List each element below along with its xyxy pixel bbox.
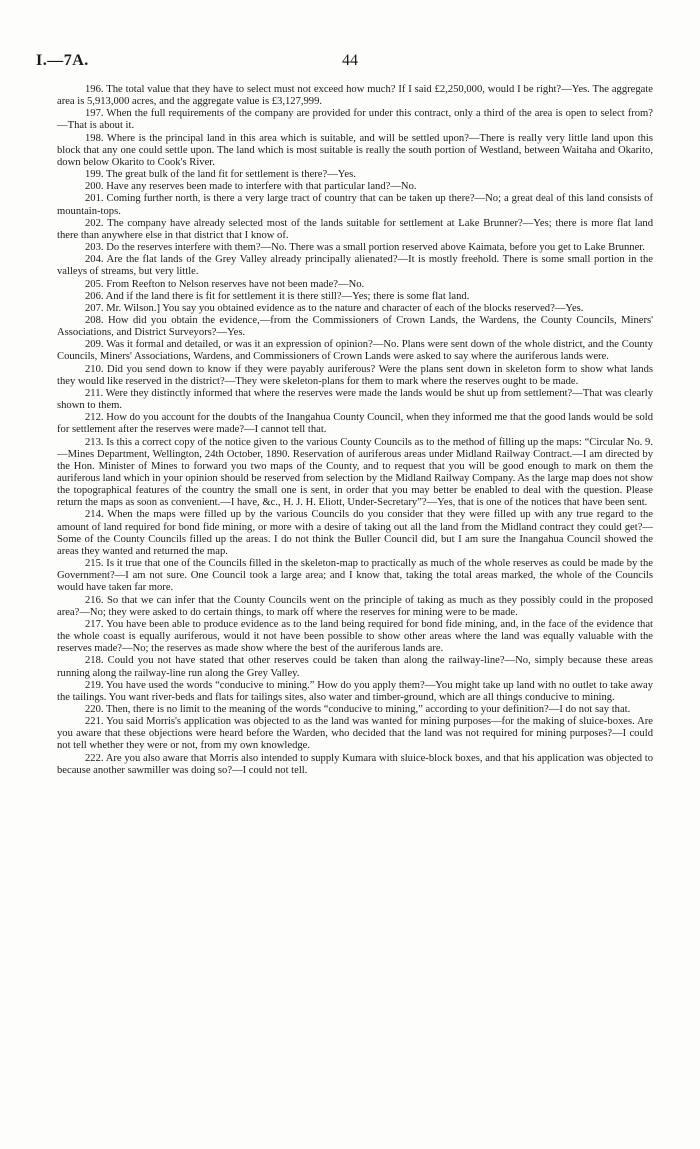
paragraph-222: 222. Are you also aware that Morris also intended to supply Kumara with sluice-block boxes, and that his application was objected to because another sawmiller was doing so?—I could not tell.	[57, 752, 653, 776]
paragraph-218: 218. Could you not have stated that other reserves could be taken than along the railway-line?—No, simply because these areas running along the railway-line run along the Grey Valley.	[57, 655, 653, 679]
paragraph-201: 201. Coming further north, is there a very large tract of country that can be taken up there?—No; a great deal of this land consists of mountain-tops.	[57, 193, 653, 217]
paragraph-220: 220. Then, there is no limit to the meaning of the words “conducive to mining,” according to your definition?—I do not say that.	[85, 703, 631, 715]
paragraph-215: 215. Is it true that one of the Councils filled in the skeleton-map to practically as much of the whole reserves as could be made by the Government?—I am not sure. One Council took a large area; and I know that, taking the total areas marked, the whole of the Councils would have taken far more.	[57, 558, 653, 594]
paragraph-199: 199. The great bulk of the land fit for settlement is there?—Yes.	[85, 169, 356, 181]
document-body	[57, 84, 653, 777]
paragraph-207: 207. Mr. Wilson.] You say you obtained evidence as to the nature and character of each of the blocks reserved?—Yes.	[85, 302, 584, 314]
paragraph-212: 212. How do you account for the doubts of the Inangahua County Council, when they informed me that the good lands would be sold for settlement after the reserves were made?—I cannot tell that.	[57, 412, 653, 436]
paragraph-211: 211. Were they distinctly informed that where the reserves were made the lands would be shut up from settlement?—That was clearly shown to them.	[57, 387, 653, 412]
paragraph-204: 204. Are the flat lands of the Grey Valley already principally alienated?—It is mostly freehold. There is some small portion in the valleys of streams, but very little.	[57, 254, 653, 278]
paragraph-208: 208. How did you obtain the evidence,—from the Commissioners of Crown Lands, the Wardens, the County Councils, Miners' Associations, and District Surveyors?—Yes.	[57, 314, 653, 339]
paragraph-213: 213. Is this a correct copy of the notice given to the various County Councils as to the method of filling up the maps: “Circular No. 9.—Mines Department, Wellington, 24th October, 1890. Reservation of auriferous areas under Midland Railway Contract.—I am directed by the Hon. Minister of Mines to forward you two maps of the County, and to request that you will be good enough to mark on them the auriferous land which in your opinion should be reserved from selection by the Midland Railway Company. As the large map does not show the topographical features of the country the small one is sent, in order that you may better be enabled to deal with the question. Please return the maps as soon as convenient.—I have, &c., H. J. H. Eliott, Under-Secretary”?—Yes, that is one of the notices that have been sent.	[57, 436, 653, 509]
paragraph-200: 200. Have any reserves been made to interfere with that particular land?—No.	[85, 181, 417, 193]
paragraph-206: 206. And if the land there is fit for settlement it is there still?—Yes; there is some flat land.	[85, 290, 470, 302]
paragraph-196: 196. The total value that they have to select must not exceed how much? If I said £2,250,000, would I be right?—Yes. The aggregate area is 5,913,000 acres, and the aggregate value is £3,127,999.	[57, 84, 653, 108]
paragraph-210: 210. Did you send down to know if they were payably auriferous? Were the plans sent down in skeleton form to show what lands they would like reserved in the district?—They were skeleton-plans for them to mark where the reserves ought to be made.	[57, 363, 653, 387]
paragraph-209: 209. Was it formal and detailed, or was it an expression of opinion?—No. Plans were sent down of the whole district, and the County Councils, Miners' Associations, Wardens, and Commissioners of Crown Lands were asked to say where the auriferous lands were.	[57, 339, 653, 363]
paragraph-198: 198. Where is the principal land in this area which is suitable, and will be settled upon?—There is really very little land upon this block that any one could settle upon. The land which is most suitable is really the south portion of Westland, between Waitaha and Okarito, down below Okarito to Cook's River.	[57, 132, 653, 168]
paragraph-214: 214. When the maps were filled up by the various Councils do you consider that they were filled up with any true regard to the amount of land required for bond fide mining, or more with a desire of taking out all the land from the Midland contract they could get?—Some of the County Councils filled up the areas. I do not think the Buller Council did, but I am sure the Inangahua Council showed the areas they wanted and returned the map.	[57, 509, 653, 557]
page-number: 44	[342, 52, 358, 69]
paragraph-205: 205. From Reefton to Nelson reserves have not been made?—No.	[85, 278, 365, 290]
paragraph-219: 219. You have used the words “conducive to mining.” How do you apply them?—You might take up land with no outlet to take away the tailings. You want river-beds and flats for tailings sites, also water and timber-ground, which are all things conducive to mining.	[57, 679, 653, 703]
paragraph-217: 217. You have been able to produce evidence as to the land being required for bond fide mining, and, in the face of the evidence that the whole coast is equally auriferous, would it not have been possible to show other areas where the land was equally valuable with the reserves made?—No; the reserves as made show where the best of the auriferous lands are.	[57, 618, 653, 655]
paragraph-202: 202. The company have already selected most of the lands suitable for settlement at Lake Brunner?—Yes; there is more flat land there than anywhere else in that district that I know of.	[57, 217, 653, 241]
paragraph-203: 203. Do the reserves interfere with them?—No. There was a small portion reserved above Kaimata, before you get to Lake Brunner.	[85, 242, 645, 254]
paragraph-216: 216. So that we can infer that the County Councils went on the principle of taking as much as they possibly could in the proposed area?—No; they were asked to do certain things, to mark off where the reserves for mining were to be made.	[57, 594, 653, 618]
page-header	[36, 52, 664, 72]
paragraph-221: 221. You said Morris's application was objected to as the land was wanted for mining purposes—for the making of sluice-boxes. Are you aware that these objections were heard before the Warden, who decided that the land was not required for mining purposes?—I could not tell whether they were or not, from my own knowledge.	[57, 716, 653, 752]
paragraph-197: 197. When the full requirements of the company are provided for under this contract, only a third of the area is open to select from?—That is about it.	[57, 108, 653, 132]
document-reference: I.—7A.	[36, 52, 89, 69]
